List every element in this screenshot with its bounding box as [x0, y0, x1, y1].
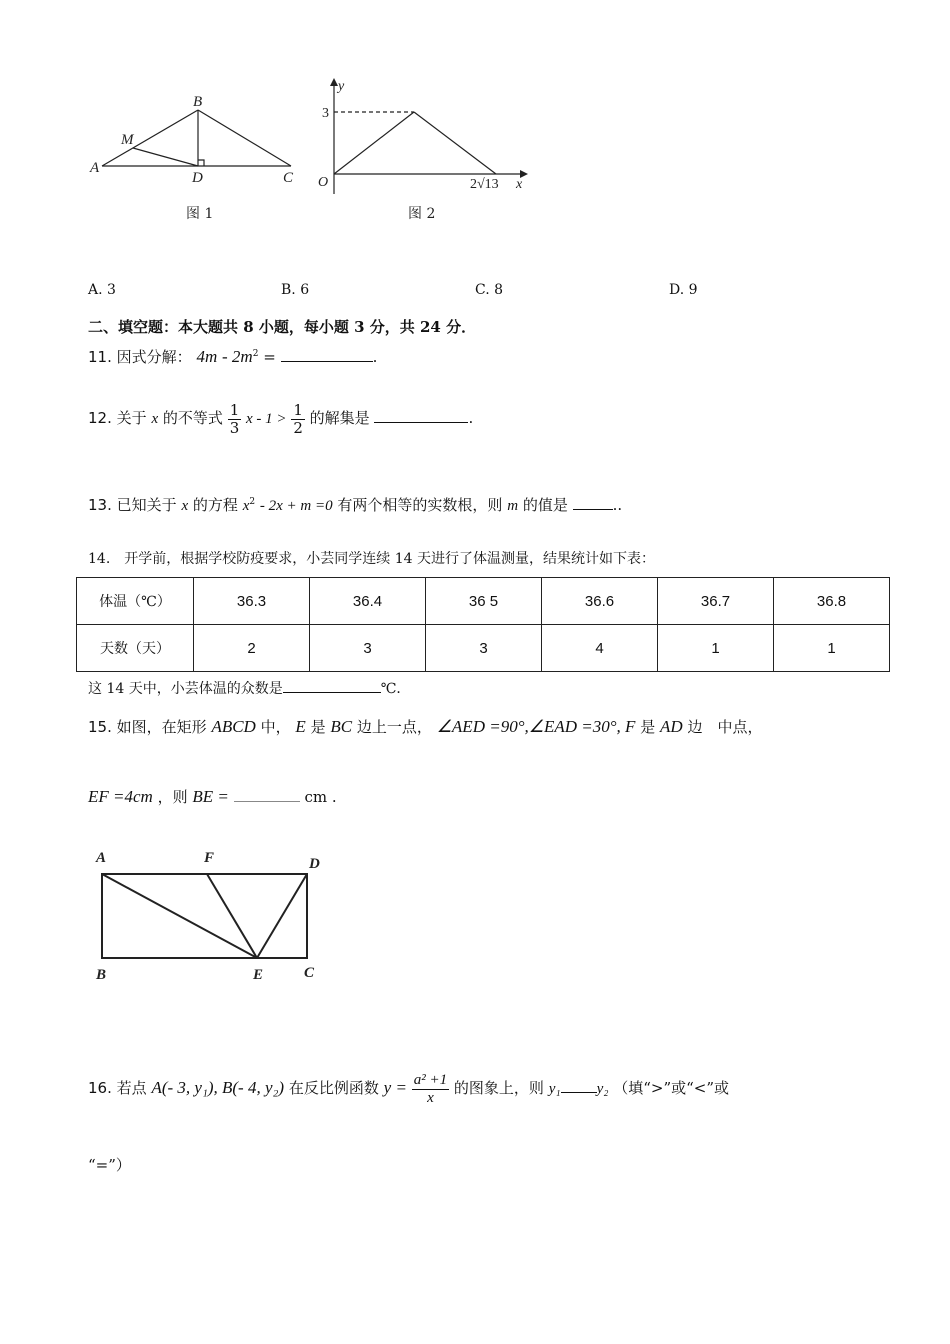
temperature-table — [76, 577, 890, 672]
q13-eq-x: x — [242, 498, 250, 514]
q15-line-1 — [88, 716, 762, 737]
q12-frac2-num: 1 — [293, 401, 303, 419]
figure-1 — [86, 90, 301, 230]
rectangle-figure — [90, 844, 330, 984]
q11-text: 因式分解： — [116, 348, 192, 366]
fig1-line-ab — [102, 110, 198, 166]
q14-after-a: 这 14 天中，小芸体温的众数是 — [88, 681, 283, 697]
q11-exponent: 2 — [252, 349, 259, 359]
q14-answer-blank[interactable] — [283, 678, 381, 693]
q12 — [88, 402, 473, 436]
fig2-label-y: y — [338, 79, 345, 94]
q13-m: m — [507, 498, 519, 514]
q16-frac-num: a² +1 — [413, 1072, 448, 1088]
fig1-label-c: C — [283, 170, 294, 186]
q12-answer-blank[interactable] — [374, 408, 468, 423]
q13-text-2: 的方程 — [192, 496, 238, 514]
fig1-label-m: M — [121, 132, 134, 148]
q15-bc: BC — [330, 717, 353, 736]
days-cell: 4 — [542, 625, 658, 672]
q13-end: .. — [612, 496, 623, 514]
q13-answer-blank[interactable] — [573, 495, 613, 510]
q15-angles: ∠AED =90°,∠EAD =30°, F — [436, 717, 636, 736]
q15-text-2: 中， — [260, 718, 291, 736]
q13-number: 13. — [88, 496, 112, 514]
option-b[interactable]: B. 6 — [281, 282, 310, 298]
q12-text-2: 的不等式 — [162, 409, 223, 427]
fig2-label-end: 2√13 — [470, 177, 499, 192]
q11 — [88, 346, 377, 367]
q12-fraction-1 — [228, 402, 242, 436]
q11-equals: = — [263, 348, 276, 366]
q12-frac1-den: 3 — [229, 418, 240, 437]
rect-label-a: A — [96, 850, 107, 866]
q16-y: y = — [383, 1078, 407, 1097]
q11-expr-b: - 2m — [222, 347, 253, 366]
days-cell: 1 — [658, 625, 774, 672]
temp-cell: 36 5 — [426, 578, 542, 625]
q15-ef: EF =4cm — [88, 787, 153, 806]
section-2-title: 二、填空题：本大题共 8 小题，每小题 3 分，共 24 分． — [88, 318, 477, 336]
fig1-label-b: B — [193, 94, 203, 110]
q13-eq-rest: - 2x + m =0 — [259, 498, 333, 514]
q14-intro: 14. 开学前，根据学校防疫要求，小芸同学连续 14 天进行了体温测量，结果统计如下表： — [88, 551, 655, 567]
q13-exponent: 2 — [249, 497, 256, 507]
q15-e: E — [295, 717, 306, 736]
temp-cell: 36.6 — [542, 578, 658, 625]
q12-var: x — [151, 411, 159, 427]
header-days: 天数（天） — [77, 625, 194, 672]
q15-number: 15. — [88, 718, 112, 736]
q12-frac2-den: 2 — [293, 418, 303, 437]
fig2-y-arrow — [330, 78, 338, 86]
q15-text-7: ，则 — [157, 788, 188, 806]
line-de — [257, 874, 307, 958]
q16-text-1: 若点 — [116, 1079, 147, 1097]
q16-points: A(- 3, y₁), B(- 4, y₂) — [151, 1078, 285, 1097]
q12-end: . — [468, 409, 474, 427]
q16-fraction — [412, 1072, 449, 1106]
q13-text-3: 有两个相等的实数根，则 — [337, 496, 503, 514]
option-d[interactable]: D. 9 — [669, 282, 698, 298]
rect-label-e: E — [253, 967, 264, 983]
q16-answer-blank[interactable] — [561, 1078, 597, 1093]
q15-text-3: 是 — [310, 718, 326, 736]
q12-frac1-num: 1 — [229, 401, 240, 419]
q15-text-5: 是 — [640, 718, 656, 736]
option-c[interactable]: C. 8 — [475, 282, 504, 298]
q13-text-1: 已知关于 — [116, 496, 177, 514]
line-ae — [102, 874, 257, 958]
days-cell: 2 — [194, 625, 310, 672]
q15-answer-blank[interactable] — [234, 787, 300, 802]
rect-label-b: B — [96, 967, 107, 983]
rect-label-f: F — [204, 850, 215, 866]
days-cell: 3 — [310, 625, 426, 672]
fig2-label-o: O — [318, 175, 329, 190]
fig1-right-angle — [198, 160, 204, 166]
rect-label-c: C — [304, 965, 315, 981]
q16-y2: y₂ — [596, 1081, 609, 1097]
q11-end: . — [372, 348, 378, 366]
fig1-label-a: A — [90, 160, 100, 176]
temp-cell: 36.7 — [658, 578, 774, 625]
q15-abcd: ABCD — [211, 717, 256, 736]
fig2-fall — [414, 112, 496, 174]
rect-abcd — [102, 874, 307, 958]
q16-y1: y₁ — [548, 1081, 561, 1097]
fig1-line-md — [133, 148, 198, 166]
q15-text-1: 如图，在矩形 — [116, 718, 207, 736]
q12-fraction-2 — [291, 402, 305, 436]
q15-be: BE = — [192, 787, 229, 806]
days-cell: 1 — [774, 625, 890, 672]
temp-cell: 36.4 — [310, 578, 426, 625]
fig1-line-bc — [198, 110, 291, 166]
q13-text-4: 的值是 — [522, 496, 568, 514]
q15-end: . — [331, 788, 337, 806]
q14-after — [88, 678, 410, 698]
q13-var: x — [181, 498, 189, 514]
q12-number: 12. — [88, 409, 112, 427]
q12-text-3: 的解集是 — [309, 409, 370, 427]
option-a[interactable]: A. 3 — [88, 282, 116, 298]
q15-text-6: 边 中点， — [687, 718, 763, 736]
q15-unit: cm — [304, 788, 328, 806]
q13 — [88, 494, 622, 515]
fig2-rise — [334, 112, 414, 174]
q15-ad: AD — [660, 717, 683, 736]
q16-frac-den: x — [427, 1089, 434, 1106]
q16-line-1 — [88, 1072, 729, 1106]
figure-2 — [310, 76, 535, 231]
fig2-caption: 图 2 — [408, 206, 436, 222]
q11-expr-a: 4m — [196, 347, 218, 366]
q16-text-2: 在反比例函数 — [288, 1079, 379, 1097]
q11-number: 11. — [88, 348, 112, 366]
q11-answer-blank[interactable] — [281, 347, 373, 362]
header-temp: 体温（℃） — [77, 578, 194, 625]
table-row-temps — [77, 578, 890, 625]
q12-mid: x - 1 > — [246, 411, 287, 427]
fig1-caption: 图 1 — [186, 206, 214, 222]
q16-number: 16. — [88, 1079, 112, 1097]
fig1-label-d: D — [192, 170, 203, 186]
q12-text-1: 关于 — [116, 409, 147, 427]
q15-line-2 — [88, 786, 337, 807]
q16-text-5: “=”） — [88, 1156, 131, 1174]
q16-text-4: （填“>”或“<”或 — [613, 1079, 730, 1097]
table-row-days — [77, 625, 890, 672]
rect-label-d: D — [309, 856, 320, 872]
fig2-label-x: x — [516, 177, 523, 192]
fig2-label-3: 3 — [322, 106, 329, 121]
q14-after-b: ℃． — [380, 681, 411, 697]
temp-cell: 36.8 — [774, 578, 890, 625]
days-cell: 3 — [426, 625, 542, 672]
q16-text-3: 的图象上，则 — [453, 1079, 544, 1097]
temp-cell: 36.3 — [194, 578, 310, 625]
q15-text-4: 边上一点， — [356, 718, 432, 736]
